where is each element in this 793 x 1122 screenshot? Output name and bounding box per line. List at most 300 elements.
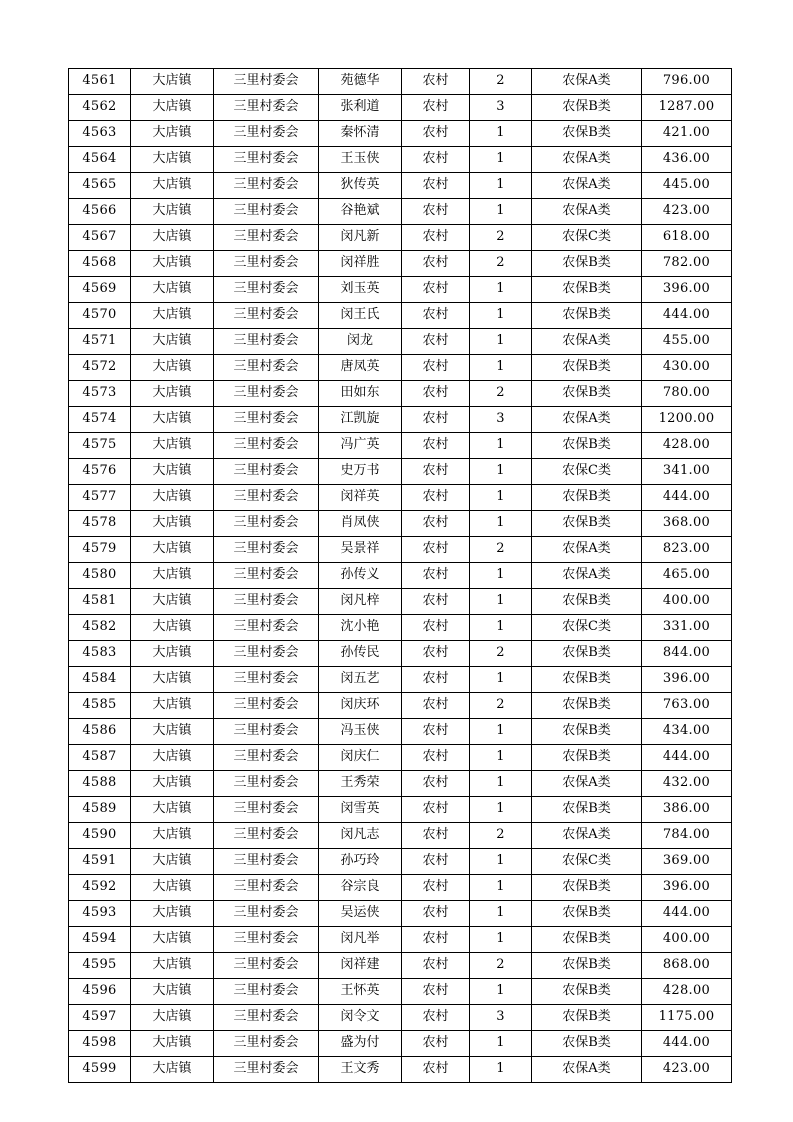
table-cell: 农保B类 <box>532 693 642 719</box>
table-cell: 432.00 <box>642 771 732 797</box>
table-row <box>69 745 732 771</box>
table-cell: 大店镇 <box>131 173 214 199</box>
table-body <box>69 69 732 1083</box>
table-row <box>69 355 732 381</box>
table-row <box>69 459 732 485</box>
table-cell: 3 <box>470 95 532 121</box>
table-cell: 823.00 <box>642 537 732 563</box>
table-cell: 444.00 <box>642 485 732 511</box>
table-row <box>69 121 732 147</box>
table-cell: 大店镇 <box>131 641 214 667</box>
table-cell: 341.00 <box>642 459 732 485</box>
table-cell: 闵凡举 <box>319 927 402 953</box>
table-cell: 三里村委会 <box>214 979 319 1005</box>
table-cell: 4566 <box>69 199 131 225</box>
table-cell: 4561 <box>69 69 131 95</box>
table-cell: 大店镇 <box>131 69 214 95</box>
table-cell: 农保A类 <box>532 69 642 95</box>
table-row <box>69 147 732 173</box>
table-cell: 大店镇 <box>131 329 214 355</box>
table-cell: 4570 <box>69 303 131 329</box>
table-row <box>69 69 732 95</box>
table-cell: 三里村委会 <box>214 303 319 329</box>
table-cell: 三里村委会 <box>214 953 319 979</box>
table-cell: 农保B类 <box>532 433 642 459</box>
table-cell: 331.00 <box>642 615 732 641</box>
table-cell: 农保A类 <box>532 173 642 199</box>
table-cell: 4580 <box>69 563 131 589</box>
table-cell: 1 <box>470 433 532 459</box>
table-cell: 冯玉侠 <box>319 719 402 745</box>
table-cell: 农保C类 <box>532 225 642 251</box>
table-row <box>69 901 732 927</box>
table-cell: 4597 <box>69 1005 131 1031</box>
table-row <box>69 849 732 875</box>
table-cell: 大店镇 <box>131 875 214 901</box>
table-cell: 大店镇 <box>131 433 214 459</box>
table-cell: 1 <box>470 667 532 693</box>
table-row <box>69 199 732 225</box>
table-cell: 闵凡志 <box>319 823 402 849</box>
table-cell: 农村 <box>402 251 470 277</box>
table-cell: 1 <box>470 875 532 901</box>
table-cell: 4590 <box>69 823 131 849</box>
table-cell: 农保B类 <box>532 303 642 329</box>
table-cell: 孙传义 <box>319 563 402 589</box>
table-cell: 刘玉英 <box>319 277 402 303</box>
table-cell: 1175.00 <box>642 1005 732 1031</box>
table-cell: 4586 <box>69 719 131 745</box>
table-cell: 农村 <box>402 147 470 173</box>
table-cell: 闵祥胜 <box>319 251 402 277</box>
table-cell: 农保A类 <box>532 407 642 433</box>
table-row <box>69 589 732 615</box>
table-cell: 农村 <box>402 277 470 303</box>
table-cell: 4578 <box>69 511 131 537</box>
table-cell: 农村 <box>402 485 470 511</box>
table-cell: 大店镇 <box>131 901 214 927</box>
table-cell: 吴运侠 <box>319 901 402 927</box>
table-cell: 农保B类 <box>532 927 642 953</box>
table-row <box>69 1005 732 1031</box>
table-cell: 1 <box>470 173 532 199</box>
table-row <box>69 667 732 693</box>
table-cell: 4591 <box>69 849 131 875</box>
table-cell: 三里村委会 <box>214 849 319 875</box>
table-cell: 三里村委会 <box>214 615 319 641</box>
table-row <box>69 225 732 251</box>
table-cell: 农保B类 <box>532 875 642 901</box>
table-cell: 农村 <box>402 355 470 381</box>
table-cell: 396.00 <box>642 667 732 693</box>
table-cell: 大店镇 <box>131 667 214 693</box>
table-cell: 386.00 <box>642 797 732 823</box>
table-cell: 4587 <box>69 745 131 771</box>
table-cell: 农保B类 <box>532 953 642 979</box>
table-cell: 大店镇 <box>131 95 214 121</box>
table-cell: 三里村委会 <box>214 537 319 563</box>
table-cell: 农保B类 <box>532 745 642 771</box>
table-cell: 农保B类 <box>532 667 642 693</box>
table-cell: 1 <box>470 303 532 329</box>
table-cell: 秦怀清 <box>319 121 402 147</box>
table-cell: 农村 <box>402 849 470 875</box>
table-cell: 闵庆环 <box>319 693 402 719</box>
table-cell: 4585 <box>69 693 131 719</box>
table-cell: 4565 <box>69 173 131 199</box>
table-cell: 农保B类 <box>532 641 642 667</box>
table-cell: 1 <box>470 355 532 381</box>
table-row <box>69 303 732 329</box>
table-cell: 农保A类 <box>532 563 642 589</box>
table-cell: 大店镇 <box>131 407 214 433</box>
table-cell: 大店镇 <box>131 589 214 615</box>
table-cell: 农保C类 <box>532 459 642 485</box>
table-cell: 三里村委会 <box>214 719 319 745</box>
table-cell: 三里村委会 <box>214 485 319 511</box>
table-cell: 784.00 <box>642 823 732 849</box>
table-cell: 大店镇 <box>131 719 214 745</box>
table-cell: 农保B类 <box>532 355 642 381</box>
table-cell: 唐凤英 <box>319 355 402 381</box>
table-cell: 三里村委会 <box>214 355 319 381</box>
table-cell: 大店镇 <box>131 615 214 641</box>
table-cell: 2 <box>470 69 532 95</box>
table-cell: 大店镇 <box>131 823 214 849</box>
table-cell: 4582 <box>69 615 131 641</box>
table-cell: 大店镇 <box>131 1057 214 1083</box>
table-cell: 农村 <box>402 771 470 797</box>
table-cell: 农村 <box>402 69 470 95</box>
table-cell: 史万书 <box>319 459 402 485</box>
table-cell: 1287.00 <box>642 95 732 121</box>
table-cell: 吴景祥 <box>319 537 402 563</box>
table-row <box>69 511 732 537</box>
table-cell: 三里村委会 <box>214 1031 319 1057</box>
table-cell: 2 <box>470 537 532 563</box>
table-cell: 4589 <box>69 797 131 823</box>
table-cell: 4562 <box>69 95 131 121</box>
table-cell: 4576 <box>69 459 131 485</box>
table-cell: 4574 <box>69 407 131 433</box>
table-cell: 大店镇 <box>131 121 214 147</box>
table-row <box>69 953 732 979</box>
table-cell: 4599 <box>69 1057 131 1083</box>
table-cell: 大店镇 <box>131 355 214 381</box>
table-cell: 农保B类 <box>532 121 642 147</box>
table-row <box>69 1031 732 1057</box>
table-cell: 农村 <box>402 823 470 849</box>
table-cell: 农村 <box>402 641 470 667</box>
table-cell: 三里村委会 <box>214 589 319 615</box>
table-cell: 423.00 <box>642 199 732 225</box>
table-cell: 闵雪英 <box>319 797 402 823</box>
table-cell: 2 <box>470 225 532 251</box>
table-cell: 368.00 <box>642 511 732 537</box>
table-cell: 大店镇 <box>131 225 214 251</box>
table-cell: 4592 <box>69 875 131 901</box>
table-cell: 三里村委会 <box>214 329 319 355</box>
table-cell: 1 <box>470 147 532 173</box>
table-cell: 农村 <box>402 433 470 459</box>
table-cell: 三里村委会 <box>214 875 319 901</box>
table-row <box>69 693 732 719</box>
table-cell: 444.00 <box>642 745 732 771</box>
table-cell: 农保B类 <box>532 1031 642 1057</box>
table-cell: 1 <box>470 771 532 797</box>
table-cell: 大店镇 <box>131 199 214 225</box>
table-cell: 大店镇 <box>131 797 214 823</box>
table-cell: 大店镇 <box>131 745 214 771</box>
table-cell: 三里村委会 <box>214 823 319 849</box>
table-cell: 4593 <box>69 901 131 927</box>
table-row <box>69 797 732 823</box>
table-cell: 2 <box>470 251 532 277</box>
table-cell: 大店镇 <box>131 563 214 589</box>
table-cell: 农保B类 <box>532 1005 642 1031</box>
table-cell: 三里村委会 <box>214 693 319 719</box>
table-cell: 1 <box>470 901 532 927</box>
table-row <box>69 407 732 433</box>
table-cell: 三里村委会 <box>214 95 319 121</box>
table-cell: 三里村委会 <box>214 797 319 823</box>
table-cell: 大店镇 <box>131 953 214 979</box>
table-cell: 4584 <box>69 667 131 693</box>
table-cell: 423.00 <box>642 1057 732 1083</box>
table-cell: 3 <box>470 1005 532 1031</box>
table-cell: 1 <box>470 1031 532 1057</box>
table-cell: 1 <box>470 927 532 953</box>
table-cell: 三里村委会 <box>214 381 319 407</box>
table-cell: 农保B类 <box>532 485 642 511</box>
table-row <box>69 563 732 589</box>
table-cell: 农村 <box>402 719 470 745</box>
table-cell: 434.00 <box>642 719 732 745</box>
table-cell: 农村 <box>402 979 470 1005</box>
table-cell: 444.00 <box>642 901 732 927</box>
table-cell: 农村 <box>402 121 470 147</box>
table-cell: 1 <box>470 199 532 225</box>
table-cell: 618.00 <box>642 225 732 251</box>
table-cell: 闵五艺 <box>319 667 402 693</box>
table-cell: 2 <box>470 381 532 407</box>
table-cell: 780.00 <box>642 381 732 407</box>
table-cell: 孙巧玲 <box>319 849 402 875</box>
table-row <box>69 979 732 1005</box>
table-cell: 闵龙 <box>319 329 402 355</box>
table-cell: 1 <box>470 277 532 303</box>
table-cell: 1 <box>470 797 532 823</box>
table-cell: 张利道 <box>319 95 402 121</box>
table-cell: 三里村委会 <box>214 745 319 771</box>
table-cell: 436.00 <box>642 147 732 173</box>
table-row <box>69 381 732 407</box>
table-cell: 农保B类 <box>532 901 642 927</box>
table-cell: 农村 <box>402 459 470 485</box>
table-cell: 763.00 <box>642 693 732 719</box>
table-cell: 农村 <box>402 797 470 823</box>
table-cell: 1 <box>470 459 532 485</box>
table-cell: 三里村委会 <box>214 459 319 485</box>
table-cell: 农保A类 <box>532 771 642 797</box>
table-cell: 大店镇 <box>131 303 214 329</box>
table-cell: 455.00 <box>642 329 732 355</box>
table-cell: 农保A类 <box>532 147 642 173</box>
table-cell: 农村 <box>402 745 470 771</box>
table-cell: 4575 <box>69 433 131 459</box>
table-cell: 苑德华 <box>319 69 402 95</box>
table-cell: 孙传民 <box>319 641 402 667</box>
table-row <box>69 277 732 303</box>
table-cell: 农村 <box>402 225 470 251</box>
table-cell: 4573 <box>69 381 131 407</box>
table-cell: 田如东 <box>319 381 402 407</box>
table-cell: 农村 <box>402 693 470 719</box>
table-cell: 大店镇 <box>131 849 214 875</box>
table-cell: 1 <box>470 849 532 875</box>
table-cell: 4581 <box>69 589 131 615</box>
table-cell: 江凯旋 <box>319 407 402 433</box>
table-cell: 农保B类 <box>532 797 642 823</box>
table-cell: 1 <box>470 1057 532 1083</box>
table-cell: 农保C类 <box>532 849 642 875</box>
table-row <box>69 433 732 459</box>
table-cell: 2 <box>470 823 532 849</box>
table-cell: 肖凤侠 <box>319 511 402 537</box>
table-cell: 王文秀 <box>319 1057 402 1083</box>
table-cell: 2 <box>470 953 532 979</box>
table-row <box>69 927 732 953</box>
table-cell: 王怀英 <box>319 979 402 1005</box>
table-cell: 444.00 <box>642 303 732 329</box>
table-cell: 农村 <box>402 563 470 589</box>
table-cell: 大店镇 <box>131 693 214 719</box>
table-cell: 三里村委会 <box>214 121 319 147</box>
table-cell: 农保B类 <box>532 277 642 303</box>
table-cell: 三里村委会 <box>214 147 319 173</box>
table-cell: 三里村委会 <box>214 511 319 537</box>
table-row <box>69 1057 732 1083</box>
table-cell: 868.00 <box>642 953 732 979</box>
table-cell: 农村 <box>402 589 470 615</box>
table-cell: 农保A类 <box>532 329 642 355</box>
table-row <box>69 615 732 641</box>
table-cell: 三里村委会 <box>214 771 319 797</box>
table-cell: 796.00 <box>642 69 732 95</box>
table-cell: 闵凡新 <box>319 225 402 251</box>
table-cell: 4567 <box>69 225 131 251</box>
table-cell: 4563 <box>69 121 131 147</box>
table-cell: 三里村委会 <box>214 69 319 95</box>
table-cell: 大店镇 <box>131 771 214 797</box>
table-cell: 1 <box>470 589 532 615</box>
table-cell: 1 <box>470 563 532 589</box>
table-cell: 农村 <box>402 1031 470 1057</box>
table-cell: 大店镇 <box>131 277 214 303</box>
table-cell: 1 <box>470 615 532 641</box>
table-cell: 农村 <box>402 953 470 979</box>
table-cell: 王玉侠 <box>319 147 402 173</box>
table-row <box>69 173 732 199</box>
table-cell: 大店镇 <box>131 147 214 173</box>
table-cell: 1 <box>470 511 532 537</box>
table-cell: 农村 <box>402 667 470 693</box>
subsidy-table <box>68 68 732 1083</box>
table-cell: 冯广英 <box>319 433 402 459</box>
table-cell: 农保A类 <box>532 199 642 225</box>
table-cell: 闵祥建 <box>319 953 402 979</box>
table-cell: 465.00 <box>642 563 732 589</box>
table-cell: 428.00 <box>642 433 732 459</box>
table-cell: 4579 <box>69 537 131 563</box>
table-cell: 三里村委会 <box>214 173 319 199</box>
table-cell: 4595 <box>69 953 131 979</box>
table-cell: 沈小艳 <box>319 615 402 641</box>
table-cell: 农保A类 <box>532 1057 642 1083</box>
table-cell: 三里村委会 <box>214 641 319 667</box>
table-cell: 农保B类 <box>532 979 642 1005</box>
table-cell: 4572 <box>69 355 131 381</box>
table-cell: 农村 <box>402 303 470 329</box>
table-row <box>69 329 732 355</box>
table-cell: 闵令文 <box>319 1005 402 1031</box>
table-row <box>69 641 732 667</box>
table-cell: 大店镇 <box>131 1005 214 1031</box>
table-cell: 农村 <box>402 1057 470 1083</box>
table-cell: 三里村委会 <box>214 667 319 693</box>
table-cell: 444.00 <box>642 1031 732 1057</box>
table-cell: 狄传英 <box>319 173 402 199</box>
table-cell: 大店镇 <box>131 1031 214 1057</box>
table-cell: 445.00 <box>642 173 732 199</box>
table-cell: 1 <box>470 719 532 745</box>
table-cell: 农村 <box>402 173 470 199</box>
table-row <box>69 251 732 277</box>
table-cell: 闵祥英 <box>319 485 402 511</box>
table-cell: 谷艳斌 <box>319 199 402 225</box>
table-cell: 王秀荣 <box>319 771 402 797</box>
table-cell: 421.00 <box>642 121 732 147</box>
table-cell: 782.00 <box>642 251 732 277</box>
table-row <box>69 485 732 511</box>
table-cell: 农村 <box>402 199 470 225</box>
table-cell: 396.00 <box>642 277 732 303</box>
table-cell: 3 <box>470 407 532 433</box>
table-cell: 396.00 <box>642 875 732 901</box>
table-cell: 农保A类 <box>532 537 642 563</box>
table-cell: 闵庆仁 <box>319 745 402 771</box>
table-cell: 三里村委会 <box>214 927 319 953</box>
table-cell: 大店镇 <box>131 537 214 563</box>
table-cell: 1 <box>470 329 532 355</box>
table-cell: 4588 <box>69 771 131 797</box>
table-cell: 三里村委会 <box>214 199 319 225</box>
table-row <box>69 823 732 849</box>
table-cell: 三里村委会 <box>214 251 319 277</box>
table-cell: 盛为付 <box>319 1031 402 1057</box>
table-row <box>69 95 732 121</box>
table-cell: 2 <box>470 693 532 719</box>
table-cell: 农保A类 <box>532 823 642 849</box>
table-cell: 农保B类 <box>532 719 642 745</box>
table-cell: 三里村委会 <box>214 225 319 251</box>
table-cell: 1 <box>470 121 532 147</box>
table-cell: 4583 <box>69 641 131 667</box>
table-cell: 4577 <box>69 485 131 511</box>
table-cell: 428.00 <box>642 979 732 1005</box>
table-cell: 三里村委会 <box>214 1005 319 1031</box>
table-cell: 1200.00 <box>642 407 732 433</box>
